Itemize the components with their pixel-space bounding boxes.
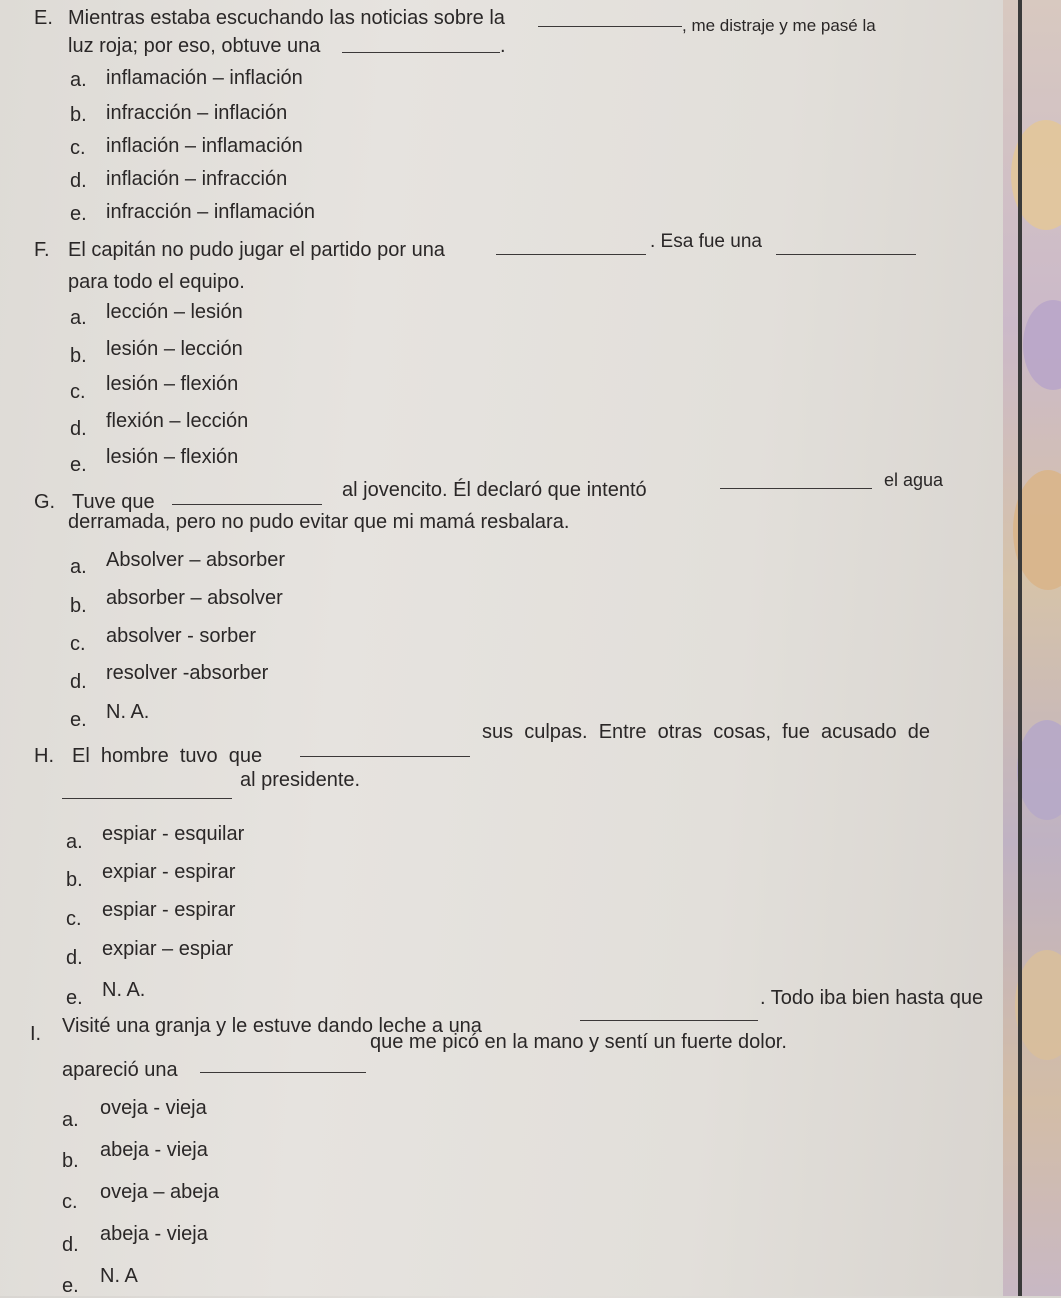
question-g-text-line2: derramada, pero no pudo evitar que mi mamá resbalara. (68, 511, 570, 533)
option-letter: a. (62, 1109, 79, 1131)
option-text[interactable]: lesión – lección (106, 338, 243, 360)
option-text[interactable]: absorber – absolver (106, 587, 283, 609)
answer-blank[interactable] (496, 254, 646, 255)
answer-blank[interactable] (720, 488, 872, 489)
question-g-text-line1c: el agua (884, 470, 944, 490)
option-text[interactable]: lección – lesión (106, 301, 243, 323)
question-i-text-line2b: que me picó en la mano y sentí un fuerte dolor. (370, 1031, 787, 1053)
option-letter: d. (62, 1234, 79, 1256)
question-g-text-line1b: al jovencito. Él declaró que intentó (342, 479, 647, 501)
option-text[interactable]: lesión – flexión (106, 373, 239, 395)
notebook-edge-decoration (1003, 0, 1061, 1296)
question-e-text-line1a: Mientras estaba escuchando las noticias sobre la (68, 7, 505, 29)
option-text[interactable]: Absolver – absorber (106, 549, 285, 571)
option-text[interactable]: lesión – flexión (106, 446, 239, 468)
option-text[interactable]: expiar – espiar (102, 938, 234, 960)
option-letter: e. (70, 709, 87, 731)
option-text[interactable]: N. A. (106, 701, 150, 723)
question-h-text-line1a: El hombre tuvo que (72, 745, 263, 767)
option-letter: d. (66, 947, 83, 969)
option-letter: e. (62, 1275, 79, 1297)
answer-blank[interactable] (538, 26, 682, 27)
question-e-text-line2a: luz roja; por eso, obtuve una (68, 35, 321, 57)
option-letter: c. (70, 381, 86, 403)
answer-blank[interactable] (342, 52, 500, 53)
option-text[interactable]: oveja - vieja (100, 1097, 207, 1119)
question-h-text-line2: al presidente. (240, 769, 361, 791)
question-e-text-line2b: . (500, 35, 506, 57)
option-letter: e. (66, 987, 83, 1009)
option-text[interactable]: infracción – inflación (106, 102, 288, 124)
option-letter: d. (70, 671, 87, 693)
option-letter: d. (70, 418, 87, 440)
option-letter: c. (66, 908, 82, 930)
option-text[interactable]: oveja – abeja (100, 1181, 219, 1203)
option-text[interactable]: abeja - vieja (100, 1139, 208, 1161)
option-text[interactable]: espiar - espirar (102, 899, 236, 921)
option-letter: a. (70, 307, 87, 329)
option-text[interactable]: absolver - sorber (106, 625, 257, 647)
question-i-text-line2a: apareció una (62, 1059, 178, 1081)
option-letter: b. (70, 345, 87, 367)
option-letter: b. (70, 104, 87, 126)
option-text[interactable]: inflación – infracción (106, 168, 288, 190)
question-f-text-line1b: . Esa fue una (650, 231, 762, 252)
option-letter: b. (62, 1150, 79, 1172)
option-text[interactable]: expiar - espirar (102, 861, 236, 883)
option-text[interactable]: flexión – lección (106, 410, 249, 432)
option-text[interactable]: N. A (100, 1265, 138, 1287)
option-letter: c. (62, 1191, 78, 1213)
question-e-letter: E. (34, 7, 53, 29)
option-letter: a. (70, 69, 87, 91)
answer-blank[interactable] (62, 798, 232, 799)
option-letter: e. (70, 203, 87, 225)
answer-blank[interactable] (776, 254, 916, 255)
option-text[interactable]: N. A. (102, 979, 146, 1001)
option-text[interactable]: infracción – inflamación (106, 201, 315, 223)
option-text[interactable]: abeja - vieja (100, 1223, 208, 1245)
option-letter: b. (66, 869, 83, 891)
option-letter: a. (66, 831, 83, 853)
question-i-text-line1b: . Todo iba bien hasta que (760, 987, 984, 1009)
option-letter: b. (70, 595, 87, 617)
option-letter: d. (70, 170, 87, 192)
question-f-letter: F. (34, 239, 50, 261)
question-f-text-line2: para todo el equipo. (68, 271, 245, 293)
answer-blank[interactable] (300, 756, 470, 757)
question-e-text-line1b: , me distraje y me pasé la (682, 16, 876, 35)
question-g-text-line1a: Tuve que (72, 491, 155, 513)
option-text[interactable]: inflamación – inflación (106, 67, 303, 89)
answer-blank[interactable] (172, 504, 322, 505)
answer-blank[interactable] (580, 1020, 758, 1021)
answer-blank[interactable] (200, 1072, 366, 1073)
option-letter: c. (70, 137, 86, 159)
option-letter: a. (70, 556, 87, 578)
option-text[interactable]: resolver -absorber (106, 662, 269, 684)
option-letter: c. (70, 633, 86, 655)
question-h-text-line1b: sus culpas. Entre otras cosas, fue acusado de (482, 721, 931, 743)
page-edge-line (1018, 0, 1022, 1296)
option-text[interactable]: inflación – inflamación (106, 135, 303, 157)
question-h-letter: H. (34, 745, 54, 767)
option-letter: e. (70, 454, 87, 476)
option-text[interactable]: espiar - esquilar (102, 823, 245, 845)
question-g-letter: G. (34, 491, 56, 513)
question-i-text-line1a: Visité una granja y le estuve dando leche a una (62, 1015, 482, 1037)
question-i-letter: I. (30, 1023, 42, 1045)
question-f-text-line1a: El capitán no pudo jugar el partido por una (68, 239, 445, 261)
